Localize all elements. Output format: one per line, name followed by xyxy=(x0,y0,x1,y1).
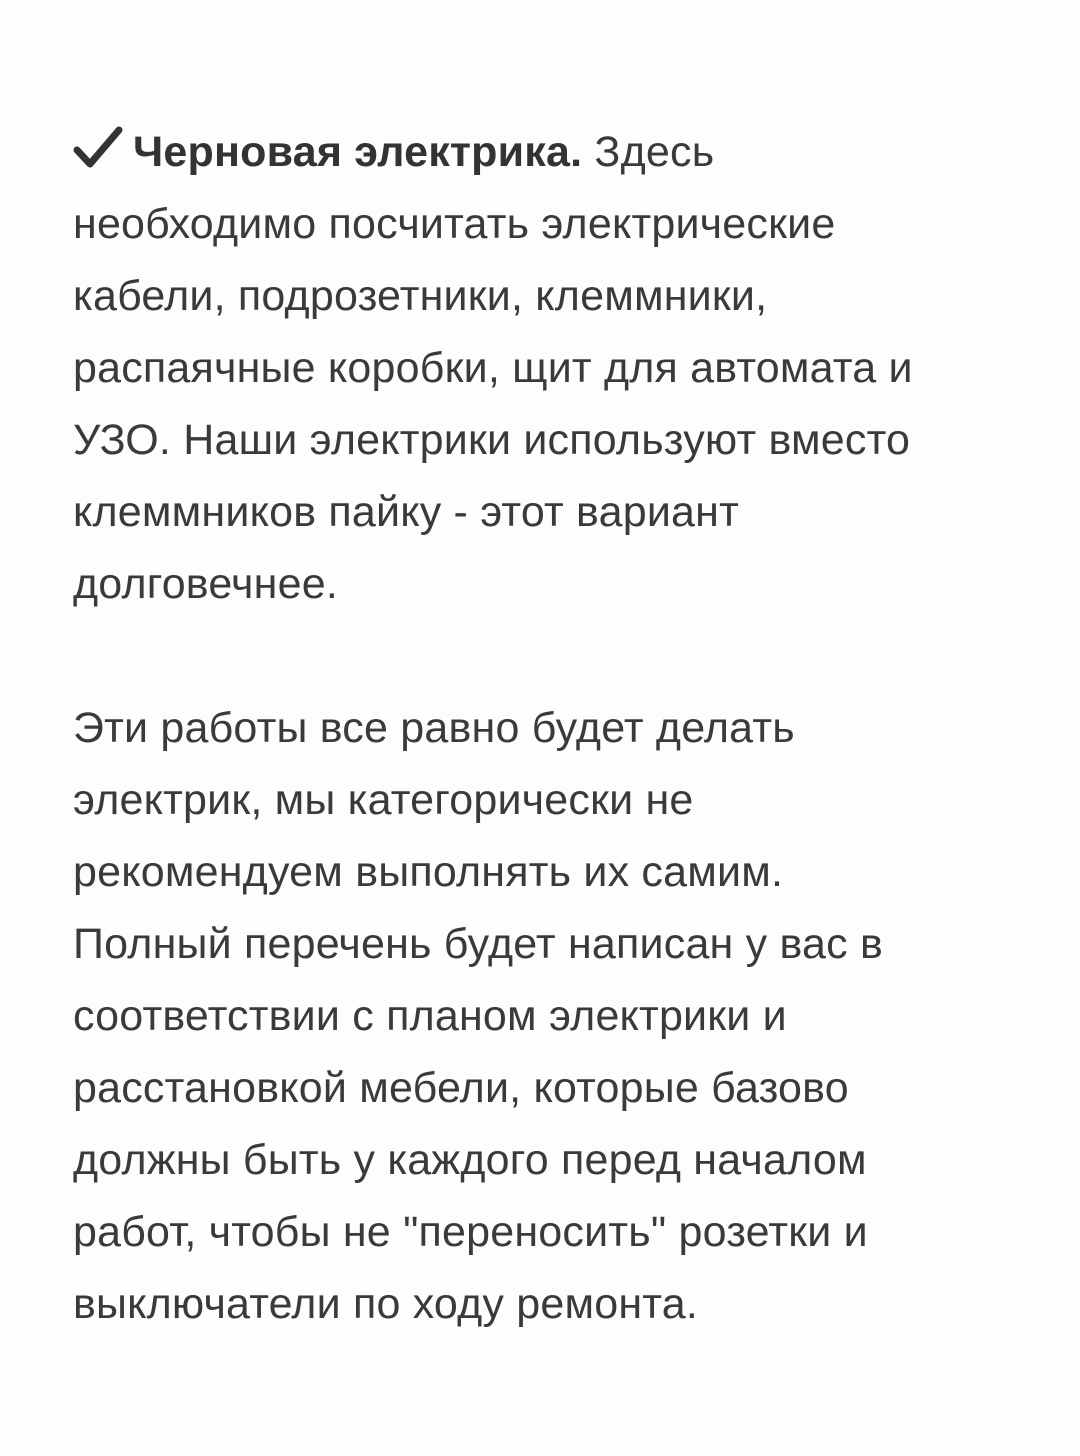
check-mark-icon xyxy=(73,120,125,164)
text-line: выключатели по ходу ремонта. xyxy=(73,1280,698,1328)
section-heading: Черновая электрика. xyxy=(133,128,583,176)
text-line: клеммников пайку - этот вариант xyxy=(73,488,740,536)
paragraph-recommendation xyxy=(73,692,1033,1340)
note-body xyxy=(73,116,1033,1340)
heading-trailing-text: Здесь xyxy=(582,128,715,176)
text-line: Полный перечень будет написан у вас в xyxy=(73,920,884,968)
paragraph-rough-electrics xyxy=(73,116,1033,620)
text-line: соответствии с планом электрики и xyxy=(73,992,787,1040)
text-line: долговечнее. xyxy=(73,560,338,608)
paragraph-spacer xyxy=(73,620,1033,692)
text-line: распаячные коробки, щит для автомата и xyxy=(73,344,913,392)
paragraph-first-line xyxy=(73,116,1033,188)
text-line: УЗО. Наши электрики используют вместо xyxy=(73,416,911,464)
text-line: необходимо посчитать электрические xyxy=(73,200,836,248)
text-line: расстановкой мебели, которые базово xyxy=(73,1064,849,1112)
text-line: работ, чтобы не "переносить" розетки и xyxy=(73,1208,868,1256)
text-line: электрик, мы категорически не xyxy=(73,776,694,824)
text-line: кабели, подрозетники, клеммники, xyxy=(73,272,768,320)
text-line: Эти работы все равно будет делать xyxy=(73,704,795,752)
text-line: должны быть у каждого перед началом xyxy=(73,1136,867,1184)
text-line: рекомендуем выполнять их самим. xyxy=(73,848,784,896)
